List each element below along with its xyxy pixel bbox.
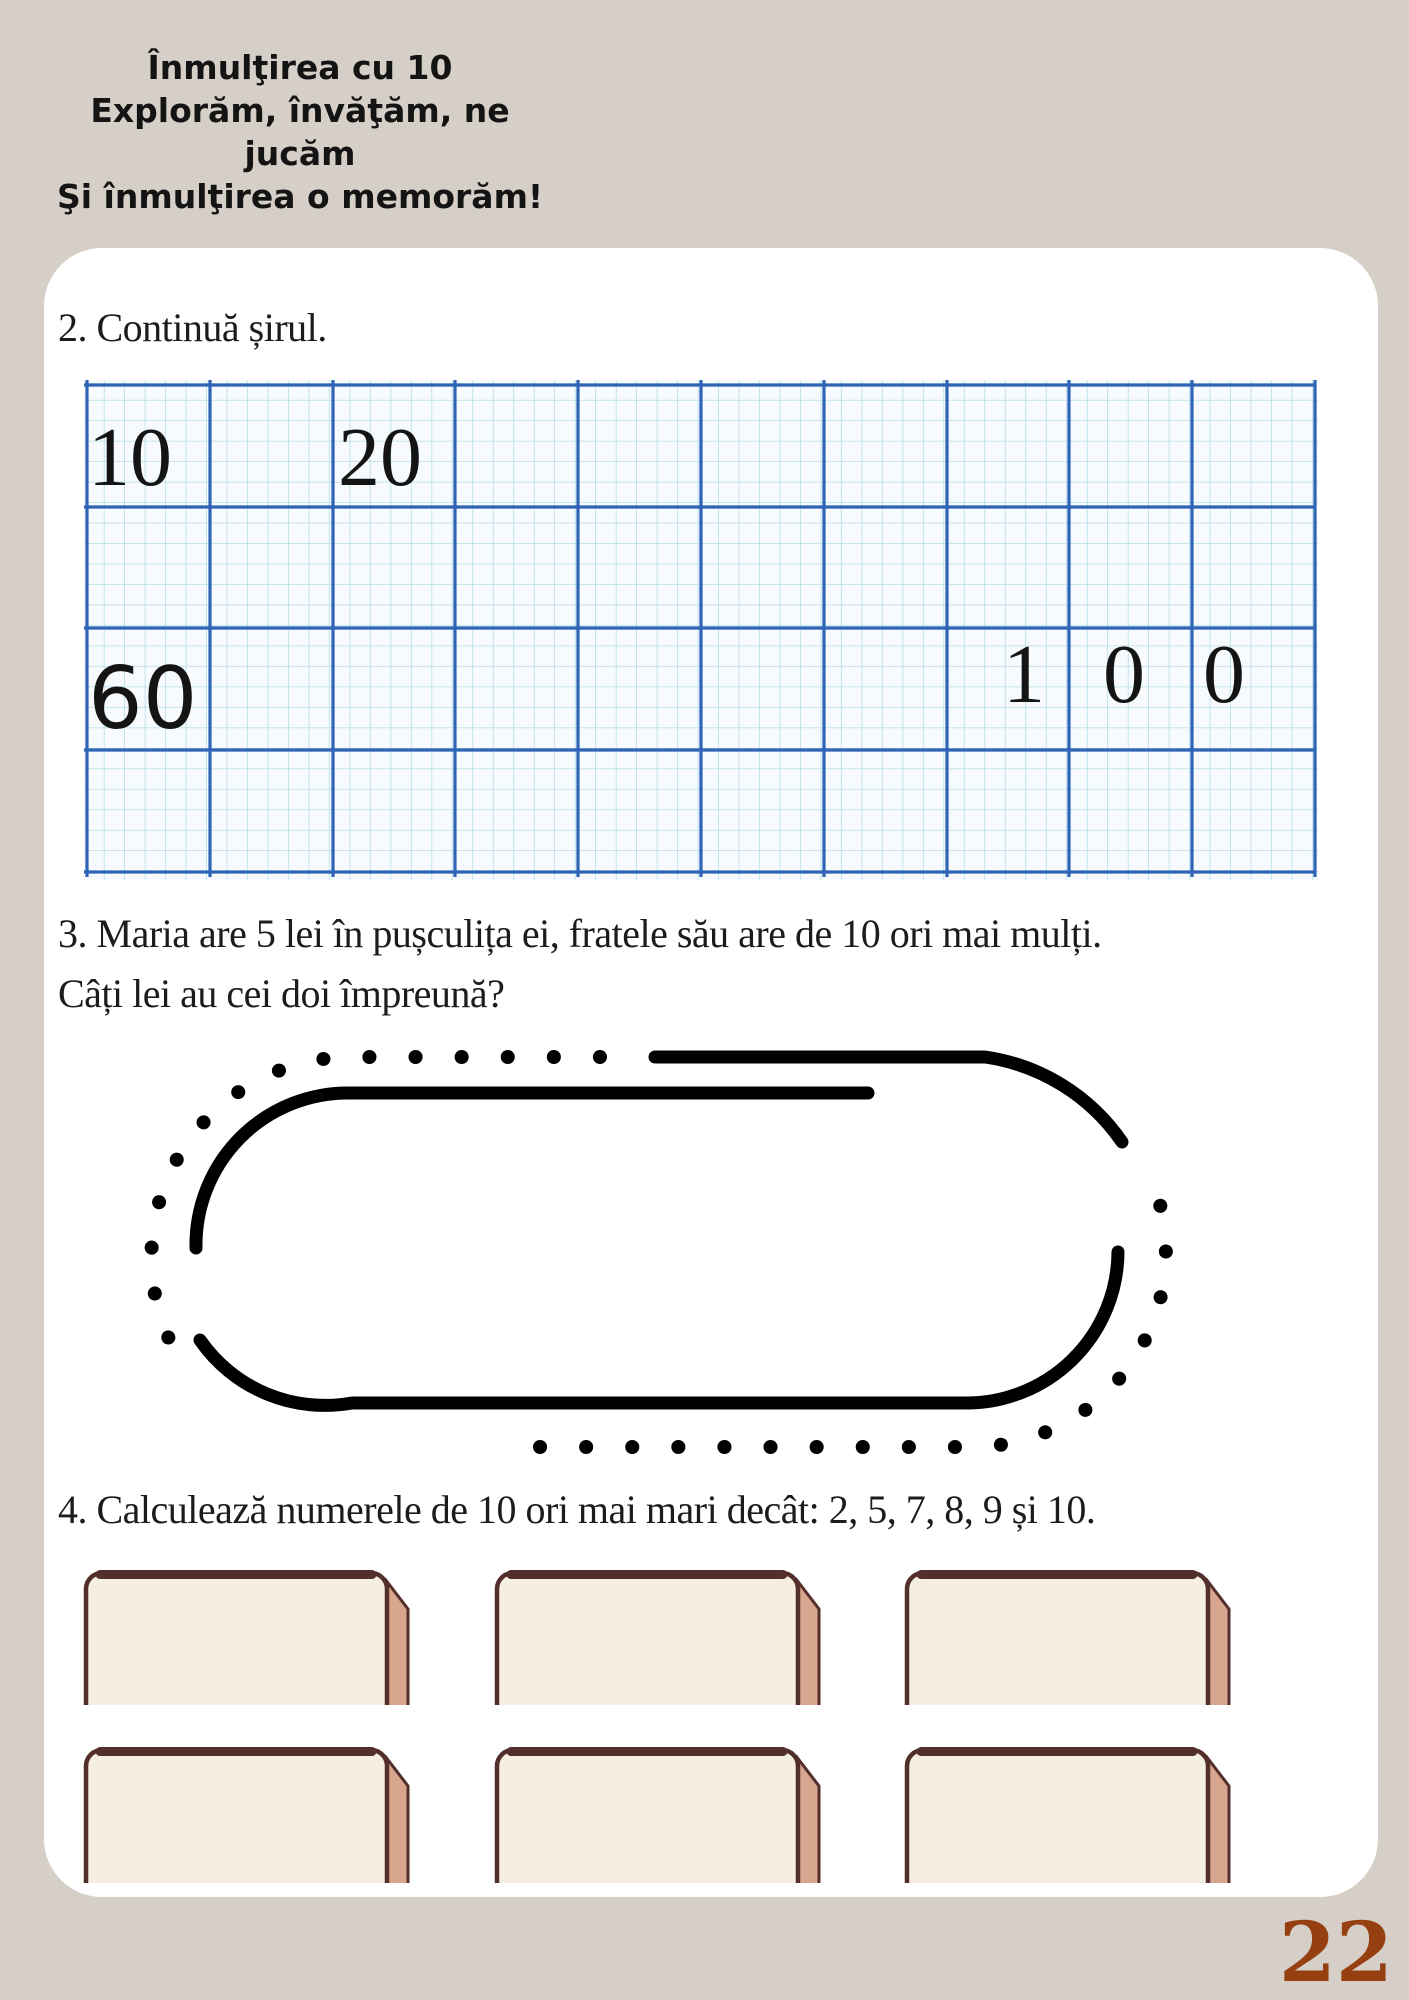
header-line-3: Şi înmulţirea o memorăm! bbox=[56, 177, 544, 216]
answer-card[interactable] bbox=[493, 1565, 825, 1705]
grid-number-20: 20 bbox=[338, 411, 422, 504]
exercise4-prompt: 4. Calculează numerele de 10 ori mai mari decât: 2, 5, 7, 8, 9 și 10. bbox=[58, 1487, 1096, 1532]
card-shape-svg bbox=[82, 1742, 414, 1883]
oval-dotted-left-stroke bbox=[151, 1057, 600, 1360]
header-line-2: Explorăm, învăţăm, ne jucăm bbox=[90, 91, 510, 173]
answer-oval-svg bbox=[135, 1030, 1185, 1470]
card-shape-svg bbox=[903, 1742, 1235, 1883]
grid-number-60: 60 bbox=[88, 649, 198, 749]
card-shape-svg bbox=[82, 1565, 414, 1705]
page-number: 22 bbox=[1278, 1905, 1393, 2000]
header-line-1: Înmulţirea cu 10 bbox=[147, 48, 453, 87]
grid-number-10: 10 bbox=[88, 411, 172, 504]
page-header bbox=[40, 46, 560, 218]
oval-inner-bottom-stroke bbox=[200, 1252, 1118, 1405]
sequence-grid[interactable] bbox=[84, 380, 1318, 880]
answer-card[interactable] bbox=[493, 1742, 825, 1883]
answer-card[interactable] bbox=[903, 1742, 1235, 1883]
answer-card[interactable] bbox=[82, 1742, 414, 1883]
exercise2-prompt: 2. Continuă șirul. bbox=[58, 305, 327, 350]
answer-oval[interactable] bbox=[135, 1030, 1185, 1470]
card-shape-svg bbox=[493, 1565, 825, 1705]
card-shape-svg bbox=[493, 1742, 825, 1883]
card-shape-svg bbox=[903, 1565, 1235, 1705]
exercise3-prompt-line1: 3. Maria are 5 lei în pușculița ei, fratele său are de 10 ori mai mulți. bbox=[58, 911, 1102, 956]
exercise3-prompt-line2: Câți lei au cei doi împreună? bbox=[58, 971, 505, 1016]
answer-card[interactable] bbox=[903, 1565, 1235, 1705]
grid-number-100: 100 bbox=[1003, 628, 1303, 721]
answer-card[interactable] bbox=[82, 1565, 414, 1705]
oval-inner-top-stroke bbox=[196, 1093, 868, 1248]
